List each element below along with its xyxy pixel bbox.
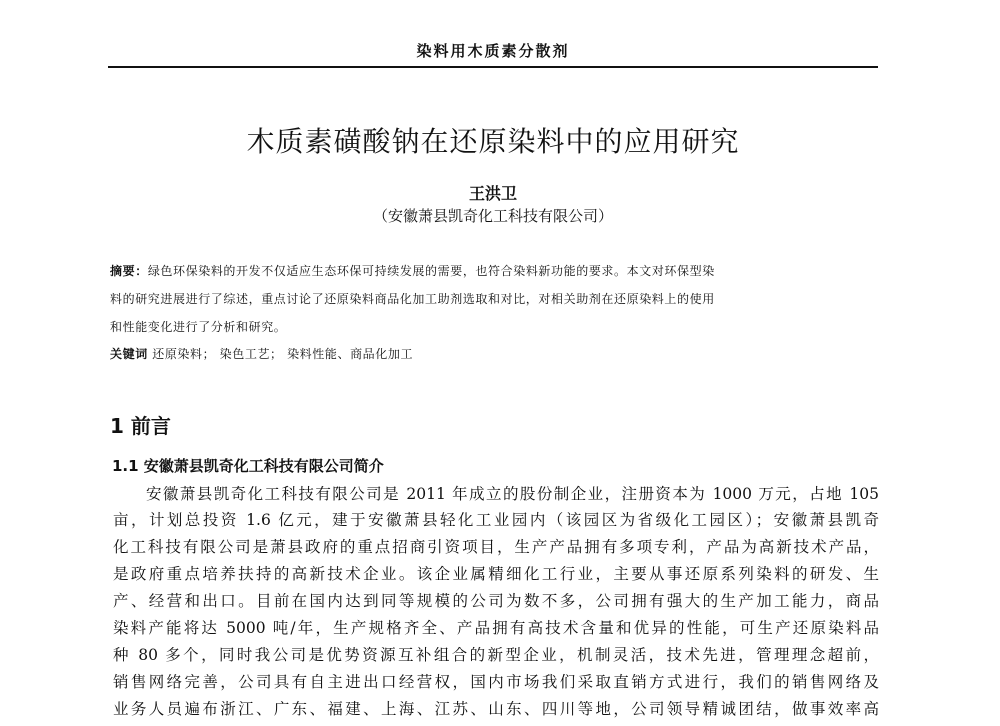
body-line: 业务人员遍布浙江、广东、福建、上海、江苏、山东、四川等地，公司领导精诚团结，做事效率高	[113, 700, 879, 718]
section-heading: 1 前言	[110, 414, 171, 438]
abstract-text: 绿色环保染料的开发不仅适应生态环保可持续发展的需要，也符合染料新功能的要求。本文对环保型染	[147, 264, 715, 278]
abstract-line	[110, 262, 715, 279]
body-line: 亩，计划总投资 1.6 亿元，建于安徽萧县轻化工业园内（该园区为省级化工园区）；安徽萧县凯奇	[113, 511, 879, 529]
header-rule	[108, 66, 878, 68]
keywords-text: 还原染料； 染色工艺； 染料性能、商品化加工	[152, 347, 414, 361]
body-line: 是政府重点培养扶持的高新技术企业。该企业属精细化工行业，主要从事还原系列染料的研发、生	[113, 565, 879, 583]
author-name: 王洪卫	[468, 184, 517, 203]
abstract-line: 和性能变化进行了分析和研究。	[110, 320, 287, 334]
abstract-label: 摘要：	[110, 264, 148, 278]
body-line: 产、经营和出口。目前在国内达到同等规模的公司为数不多，公司拥有强大的生产加工能力，商品	[113, 592, 879, 610]
subsection-heading: 1.1 安徽萧县凯奇化工科技有限公司简介	[112, 457, 384, 475]
body-line: 化工科技有限公司是萧县政府的重点招商引资项目，生产产品拥有多项专利，产品为高新技术产品，	[113, 538, 879, 556]
body-line: 染料产能将达 5000 吨/年，生产规格齐全、产品拥有高技术含量和优异的性能，可生产还原染料品	[113, 619, 879, 637]
running-header: 染料用木质素分散剂	[416, 42, 570, 60]
body-line: 安徽萧县凯奇化工科技有限公司是 2011 年成立的股份制企业，注册资本为 1000 万元，占地 105	[146, 485, 879, 503]
paper-title: 木质素磺酸钠在还原染料中的应用研究	[246, 125, 740, 158]
author-affiliation: （安徽萧县凯奇化工科技有限公司）	[372, 207, 613, 225]
keywords-line	[110, 345, 413, 362]
abstract-line: 料的研究进展进行了综述，重点讨论了还原染料商品化加工助剂选取和对比，对相关助剂在还原染料上的使用	[110, 292, 715, 306]
body-line: 销售网络完善，公司具有自主进出口经营权，国内市场我们采取直销方式进行，我们的销售网络及	[113, 673, 879, 691]
body-line: 种 80 多个，同时我公司是优势资源互补组合的新型企业，机制灵活，技术先进，管理理念超前，	[113, 646, 879, 664]
keywords-label: 关键词	[110, 347, 148, 361]
